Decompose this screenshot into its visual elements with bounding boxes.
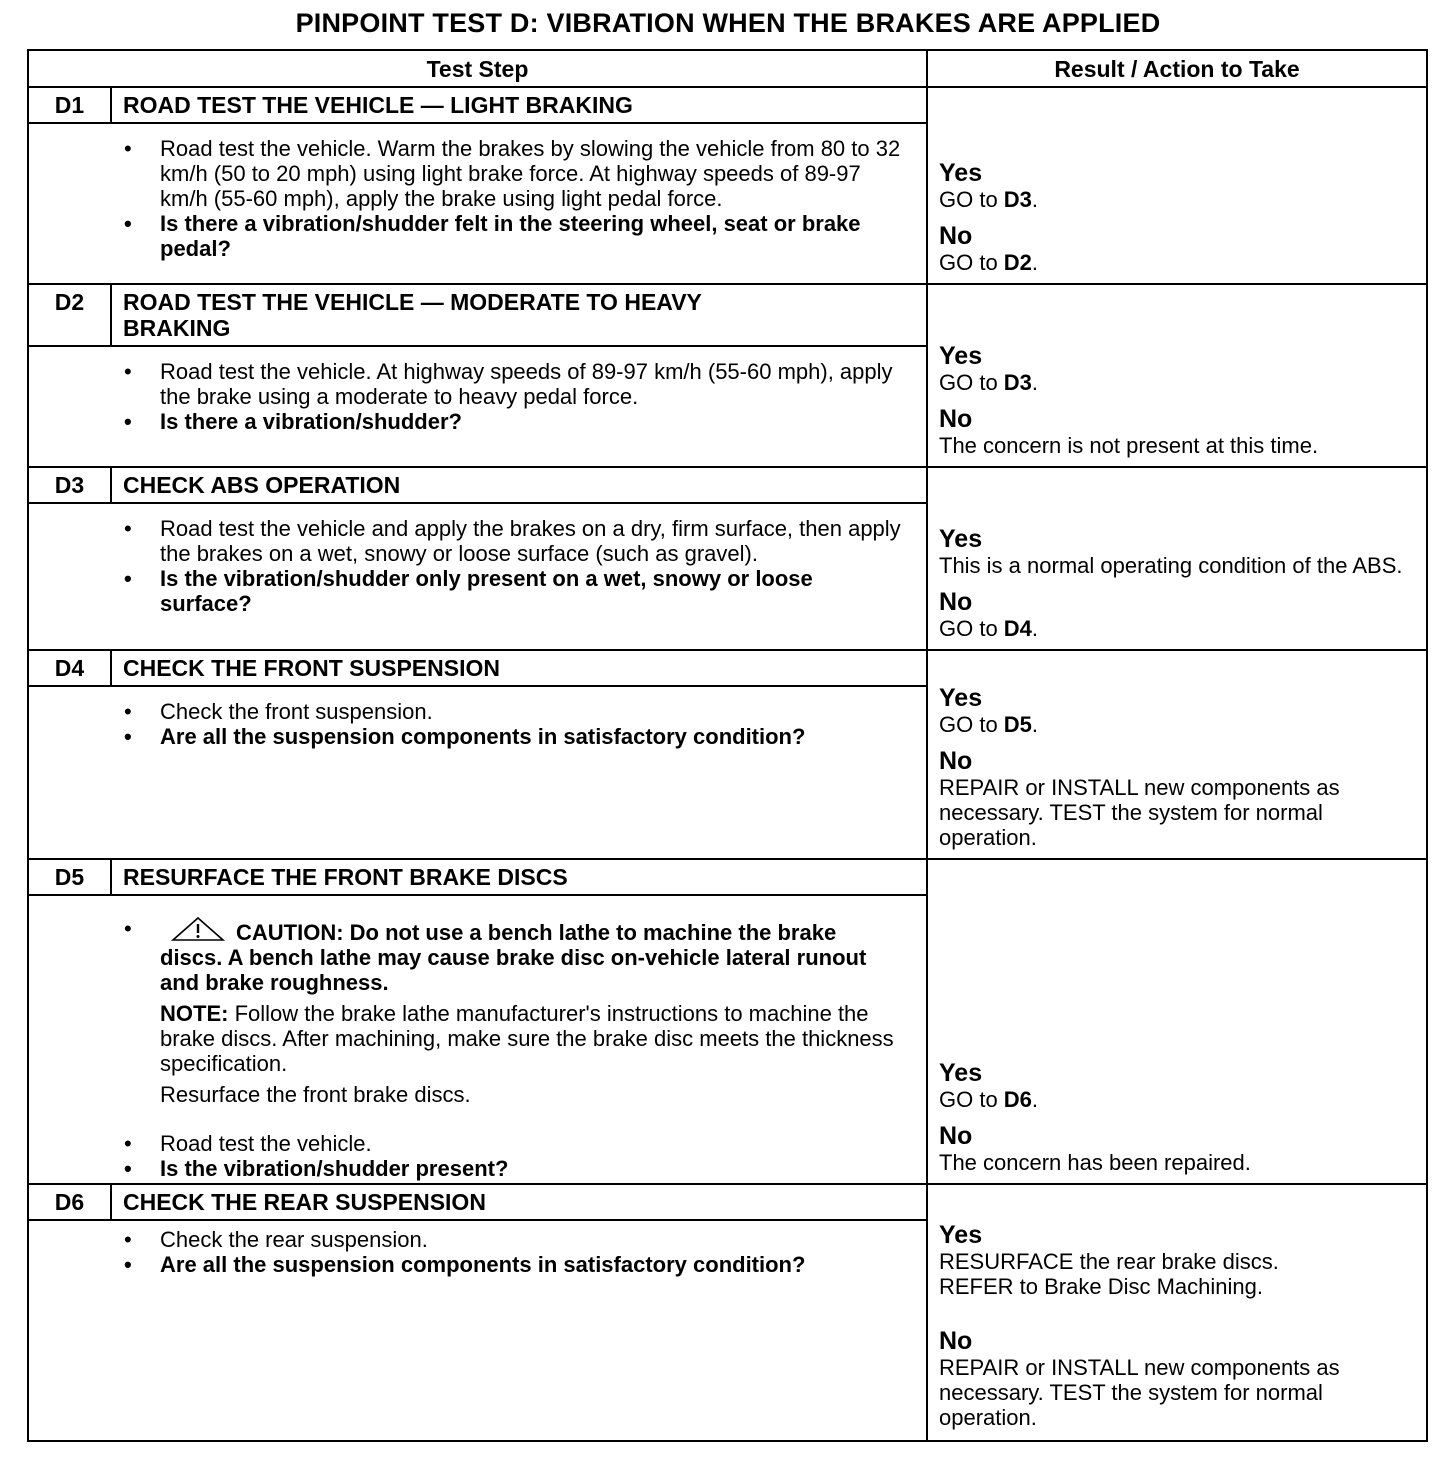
step-d5	[29, 860, 928, 1185]
yes-action: This is a normal operating condition of the ABS.	[939, 553, 1403, 578]
goto-link: D3	[1003, 187, 1032, 212]
step-id: D3	[29, 468, 112, 502]
result-d4	[928, 651, 1426, 860]
caution-item	[112, 916, 902, 1107]
step-d1	[29, 88, 928, 285]
page-title: PINPOINT TEST D: VIBRATION WHEN THE BRAKES ARE APPLIED	[295, 8, 1161, 38]
step-title: CHECK THE FRONT SUSPENSION	[123, 655, 500, 681]
step-title: CHECK THE REAR SUSPENSION	[123, 1189, 486, 1215]
step-title: ROAD TEST THE VEHICLE — MODERATE TO HEAVY BRAKING	[123, 289, 702, 341]
step-bullets	[112, 347, 926, 466]
step-question: • Are all the suspension components in satisfactory condition?	[112, 1252, 816, 1277]
step-instruction: • Check the front suspension.	[112, 699, 816, 724]
step-instruction: • Check the rear suspension.	[112, 1227, 816, 1252]
step-bullets	[112, 1221, 926, 1440]
step-question: • Is the vibration/shudder present?	[112, 1156, 902, 1181]
no-action: REPAIR or INSTALL new components as necessary. TEST the system for normal operation.	[939, 1355, 1340, 1430]
no-action: The concern is not present at this time.	[939, 433, 1319, 458]
header-test-step: Test Step	[29, 51, 928, 88]
yes-label: Yes	[939, 1059, 983, 1087]
yes-label: Yes	[939, 342, 983, 370]
yes-label: Yes	[939, 159, 983, 187]
result-d1	[928, 88, 1426, 285]
yes-label: Yes	[939, 525, 983, 553]
note-text: NOTE: Follow the brake lathe manufacturer's instructions to machine the brake discs. After machining, make sure the brake disc meets the thickness specification.	[160, 1001, 894, 1076]
warning-triangle-icon	[170, 916, 226, 942]
goto-link: D4	[1003, 616, 1032, 641]
header-result-action: Result / Action to Take	[928, 51, 1426, 88]
yes-label: Yes	[939, 1221, 983, 1249]
step-question: • Is there a vibration/shudder felt in the steering wheel, seat or brake pedal?	[112, 211, 902, 261]
step-id: D4	[29, 651, 112, 685]
step-d3	[29, 468, 928, 651]
yes-action: GO to D3.	[939, 370, 1039, 395]
no-label: No	[939, 588, 973, 616]
step-id: D1	[29, 88, 112, 122]
no-label: No	[939, 1327, 973, 1355]
step-d4	[29, 651, 928, 860]
no-label: No	[939, 405, 973, 433]
step-title: RESURFACE THE FRONT BRAKE DISCS	[123, 864, 568, 890]
step-id: D5	[29, 860, 112, 894]
no-action: GO to D2.	[939, 250, 1039, 275]
no-label: No	[939, 222, 973, 250]
step-bullets	[112, 124, 926, 283]
pinpoint-test-table	[27, 49, 1428, 1442]
step-bullets	[112, 896, 926, 1183]
yes-label: Yes	[939, 684, 983, 712]
step-bullets	[112, 687, 926, 858]
no-action: GO to D4.	[939, 616, 1039, 641]
step-instruction: • Road test the vehicle.	[112, 1131, 902, 1156]
caution-text: • CAUTION: Do not use a bench lathe to machine the brake discs. A bench lathe may cause brake disc on-vehicle lateral runout and brake roughness.	[160, 916, 902, 995]
yes-action: RESURFACE the rear brake discs.	[939, 1249, 1279, 1274]
step-title: ROAD TEST THE VEHICLE — LIGHT BRAKING	[123, 92, 633, 118]
yes-action-refer: REFER to Brake Disc Machining.	[939, 1274, 1263, 1299]
goto-link: D5	[1003, 712, 1032, 737]
no-action: REPAIR or INSTALL new components as necessary. TEST the system for normal operation.	[939, 775, 1340, 850]
result-d5	[928, 860, 1426, 1185]
step-id: D6	[29, 1185, 112, 1219]
no-action: The concern has been repaired.	[939, 1150, 1251, 1175]
goto-link: D6	[1003, 1087, 1032, 1112]
step-instruction: • Road test the vehicle. At highway speeds of 89-97 km/h (55-60 mph), apply the brake using a moderate to heavy pedal force.	[112, 359, 902, 409]
step-bullets	[112, 504, 926, 649]
step-instruction: • Road test the vehicle and apply the brakes on a dry, firm surface, then apply the brakes on a wet, snowy or loose surface (such as gravel).	[112, 516, 902, 566]
step-instruction: • Road test the vehicle. Warm the brakes by slowing the vehicle from 80 to 32 km/h (50 to 20 mph) using light brake force. At highway speeds of 89-97 km/h (55-60 mph), apply the brake using light pedal force.	[112, 136, 902, 211]
resurface-text: Resurface the front brake discs.	[160, 1082, 471, 1107]
goto-link: D2	[1003, 250, 1032, 275]
step-d6	[29, 1185, 928, 1440]
step-title: CHECK ABS OPERATION	[123, 472, 401, 498]
result-d2	[928, 285, 1426, 468]
goto-link: D3	[1003, 370, 1032, 395]
step-d2	[29, 285, 928, 468]
step-id: D2	[29, 285, 112, 345]
no-label: No	[939, 747, 973, 775]
no-label: No	[939, 1122, 973, 1150]
yes-action: GO to D6.	[939, 1087, 1039, 1112]
result-d3	[928, 468, 1426, 651]
yes-action: GO to D5.	[939, 712, 1039, 737]
step-question: • Is the vibration/shudder only present on a wet, snowy or loose surface?	[112, 566, 902, 616]
step-question: • Are all the suspension components in satisfactory condition?	[112, 724, 816, 749]
yes-action: GO to D3.	[939, 187, 1039, 212]
step-question: • Is there a vibration/shudder?	[112, 409, 902, 434]
result-d6	[928, 1185, 1426, 1440]
